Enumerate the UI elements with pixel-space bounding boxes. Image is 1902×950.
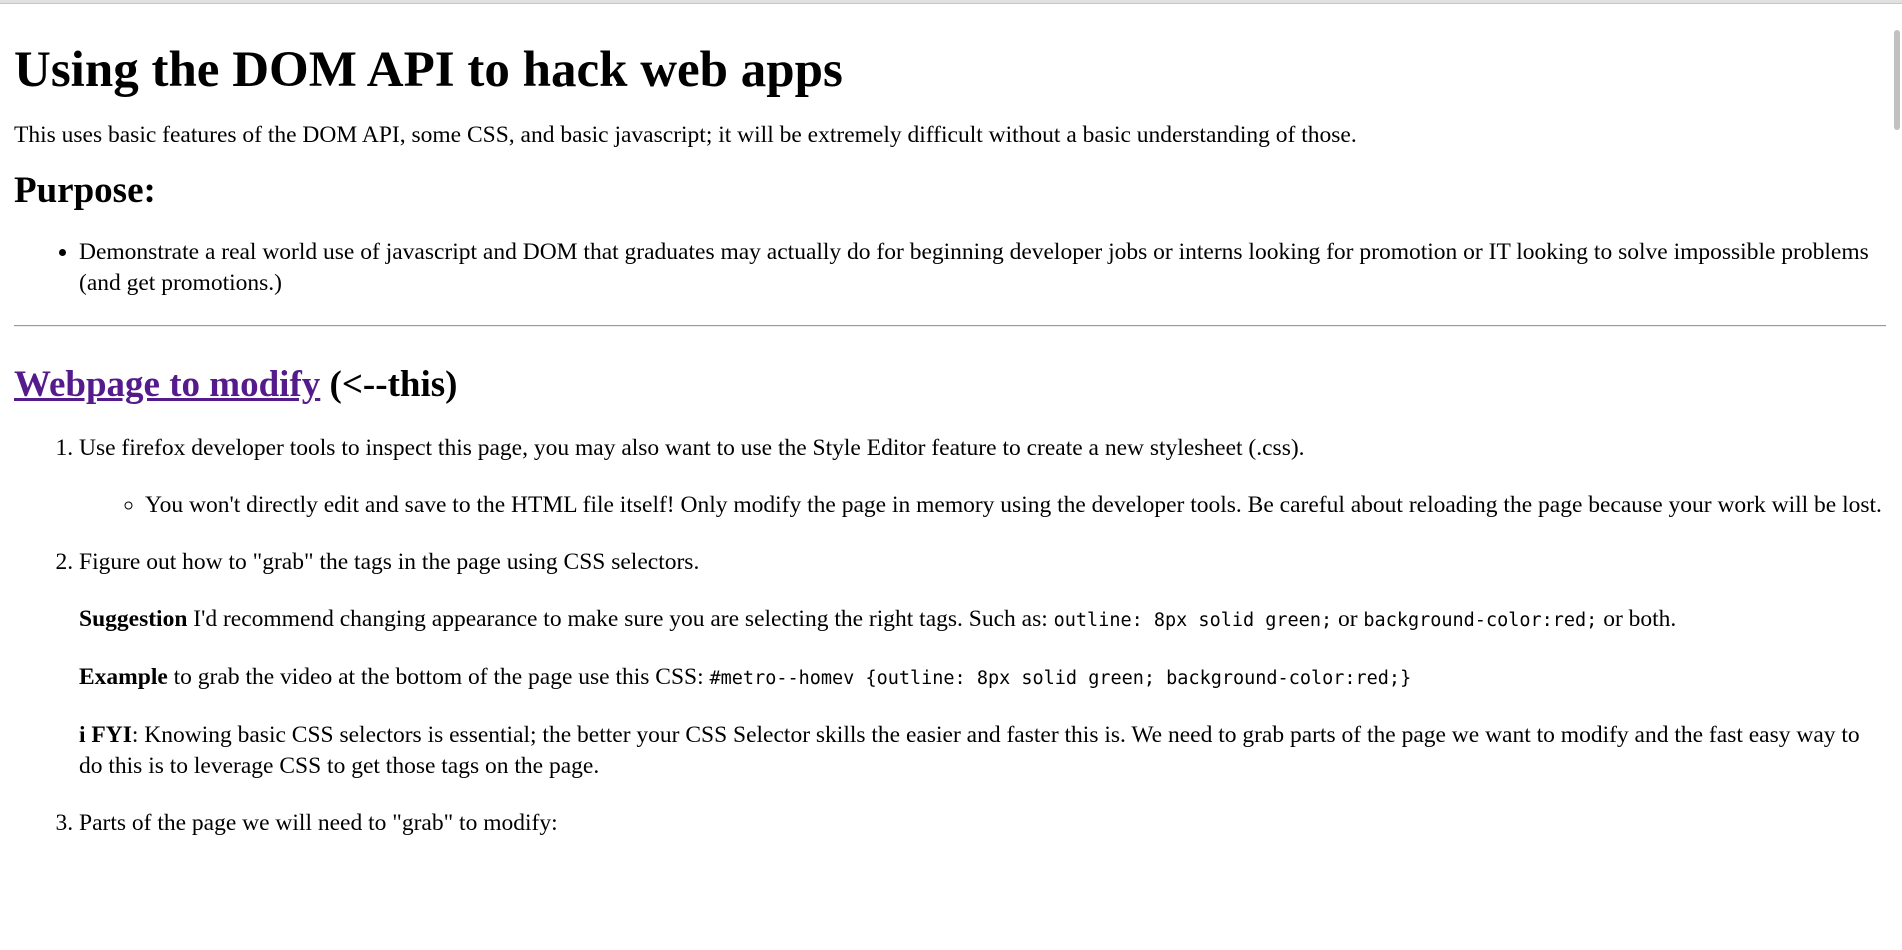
example-note — [79, 662, 1886, 694]
webpage-to-modify-link[interactable]: Webpage to modify — [14, 364, 321, 405]
page-content — [14, 0, 1886, 839]
suggestion-end: or both. — [1597, 606, 1677, 632]
fyi-label: i FYI — [79, 722, 132, 748]
purpose-heading: Purpose: — [14, 170, 156, 211]
page-title: Using the DOM API to hack web apps — [14, 42, 843, 98]
scrollbar-thumb[interactable] — [1894, 30, 1900, 130]
section-heading — [14, 363, 1886, 407]
suggestion-note — [79, 604, 1886, 636]
steps-list — [14, 433, 1886, 839]
intro-paragraph: This uses basic features of the DOM API, some CSS, and basic javascript; it will be extremely difficult without a basic understanding of those. — [14, 122, 1357, 148]
section-heading-suffix: (<--this) — [320, 364, 458, 405]
step-text: Parts of the page we will need to "grab" to modify: — [79, 810, 558, 836]
suggestion-or: or — [1332, 606, 1364, 632]
step-text: Figure out how to "grab" the tags in the page using CSS selectors. — [79, 549, 700, 575]
step-item — [79, 433, 1886, 521]
example-label: Example — [79, 664, 168, 690]
step-item — [79, 547, 1886, 782]
suggestion-text: I'd recommend changing appearance to make sure you are selecting the right tags. Such as: — [187, 606, 1054, 632]
scrollbar[interactable] — [1890, 4, 1902, 950]
section-divider — [14, 325, 1886, 327]
background-code: background-color:red; — [1363, 610, 1598, 631]
step-text: Use firefox developer tools to inspect this page, you may also want to use the Style Editor feature to create a new stylesheet (.css). — [79, 435, 1305, 461]
step-sub-item: ◦ You won't directly edit and save to the HTML file itself! Only modify the page in memory using the developer tools. Be careful about reloading the page because your work will be lost. — [145, 490, 1886, 521]
purpose-item: • Demonstrate a real world use of javascript and DOM that graduates may actually do for beginning developer jobs or interns looking for promotion or IT looking to solve impossible problems (and get promotions.) — [79, 237, 1886, 299]
fyi-text: : Knowing basic CSS selectors is essential; the better your CSS Selector skills the easier and faster this is. We need to grab parts of the page we want to modify and the fast easy way to do this is to leverage CSS to get those tags on the page. — [79, 722, 1860, 779]
example-text: to grab the video at the bottom of the page use this CSS: — [167, 664, 710, 690]
step-item — [79, 808, 1886, 839]
suggestion-label: Suggestion — [79, 606, 188, 632]
example-code: #metro--homev {outline: 8px solid green; background-color:red;} — [709, 668, 1412, 689]
fyi-note — [79, 720, 1886, 782]
step-sub-list — [79, 490, 1886, 521]
purpose-list — [14, 237, 1886, 299]
outline-code: outline: 8px solid green; — [1053, 610, 1333, 631]
